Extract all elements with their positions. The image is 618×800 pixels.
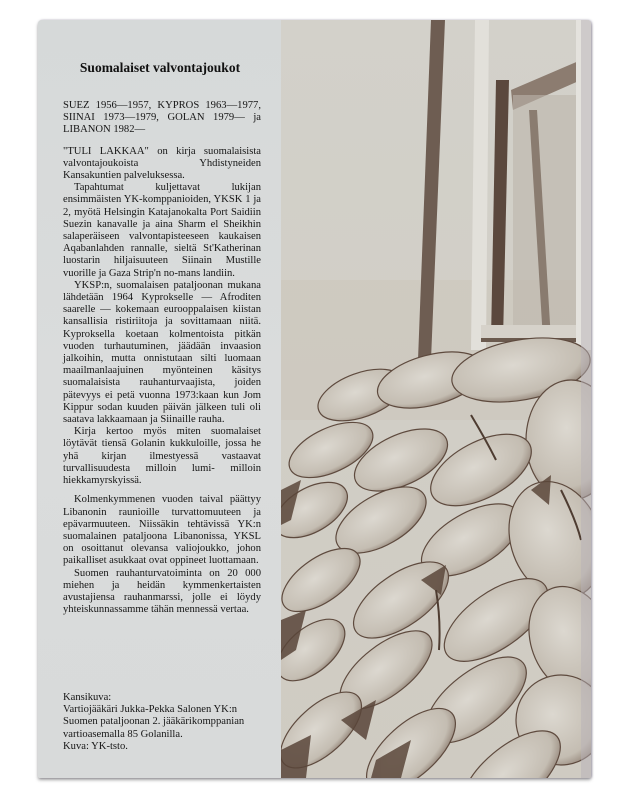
sandbag-bunker-illustration — [281, 20, 591, 778]
blurb-text — [63, 100, 261, 616]
cover-photo-sandbags — [281, 20, 591, 778]
credits-line: Suomen pataljoonan 2. jääkärikomppanian — [63, 716, 245, 728]
blurb-paragraph-suez: Tapahtumat kuljettavat lukijan ensimmäisten YK-komppanioiden, YKSK 1 ja 2, myötä Helsingin Katajanokalta Port Saidiin Suezin kanavalle ja aina Sharm el Sheikhin salaperäiseen valvontapisteeseen kaukaisen Aqabanlahden rannalle, sieltä St'Katherinan luostarin hiljaisuuteen Siinain Mustille vuorille ja Gaza Strip'n no-mans landiin. — [63, 182, 261, 279]
blurb-paragraph-intro: "TULI LAKKAA" on kirja suomalaisista valvontajoukoista Yhdistyneiden Kansakuntien palveluksessa. — [63, 145, 261, 182]
credits-photo-source: Kuva: YK-tsto. — [63, 740, 128, 752]
credits-line: vartioasemalla 85 Golanilla. — [63, 728, 183, 740]
credits-label: Kansikuva: — [63, 692, 112, 703]
text-panel — [38, 20, 281, 778]
blurb-paragraph-missions: SUEZ 1956—1957, KYPROS 1963—1977, SIINAI 1973—1979, GOLAN 1979— ja LIBANON 1982— — [63, 100, 261, 136]
blurb-paragraph-cyprus: YKSP:n, suomalaisen pataljoonan mukana lähdetään 1964 Kyprokselle — Afroditen saarelle — kokemaan eurooppalaisen kiistan kansallisia ristiriitoja ja sovittamaan niitä. Kyproksella koetaan kolmentoista pitkän vuoden turhautuminen, jäädään invaasion jalkoihin, mutta onnistutaan silti luomaan maailmanlaajuinen myönteinen käsitys suomalaisista rauhanturvaajista, joiden pätevyys ei petä vuonna 1973:kaan kun Jom Kippur sodan kuuden päivän jälkeen tuli oli saatava lakkaamaan ja Siinaille rauha. — [63, 279, 261, 426]
credits-line: Vartiojääkäri Jukka-Pekka Salonen YK:n — [63, 704, 238, 716]
book-back-cover — [38, 20, 591, 778]
blurb-paragraph-summary: Suomen rauhanturvatoiminta on 20 000 miehen ja heidän kymmenkertaisten avustajiensa rauhanmarssi, jolle ei löydy yhteiskunnassamme tähän mennessä vertaa. — [63, 567, 261, 616]
cover-credits — [63, 692, 263, 753]
blurb-paragraph-lebanon: Kolmenkymmenen vuoden taival päättyy Libanonin raunioille turvattomuuteen ja epävarmuuteen. Niissäkin tehtävissä YK:n suomalainen pataljoona Libanonissa, YKSL on osoittanut olevansa valiojoukko, johon paikalliset asukkaat ovat oppineet luottamaan. — [63, 494, 261, 567]
blurb-paragraph-golan: Kirja kertoo myös miten suomalaiset löytävät tiensä Golanin kukkuloille, jossa he yhä kirjan ilmestyessä vastaavat turvallisuudesta milloin lumi- milloin hiekkamyrskyissä. — [63, 426, 261, 487]
cover-title: Suomalaiset valvontajoukot — [79, 60, 241, 75]
